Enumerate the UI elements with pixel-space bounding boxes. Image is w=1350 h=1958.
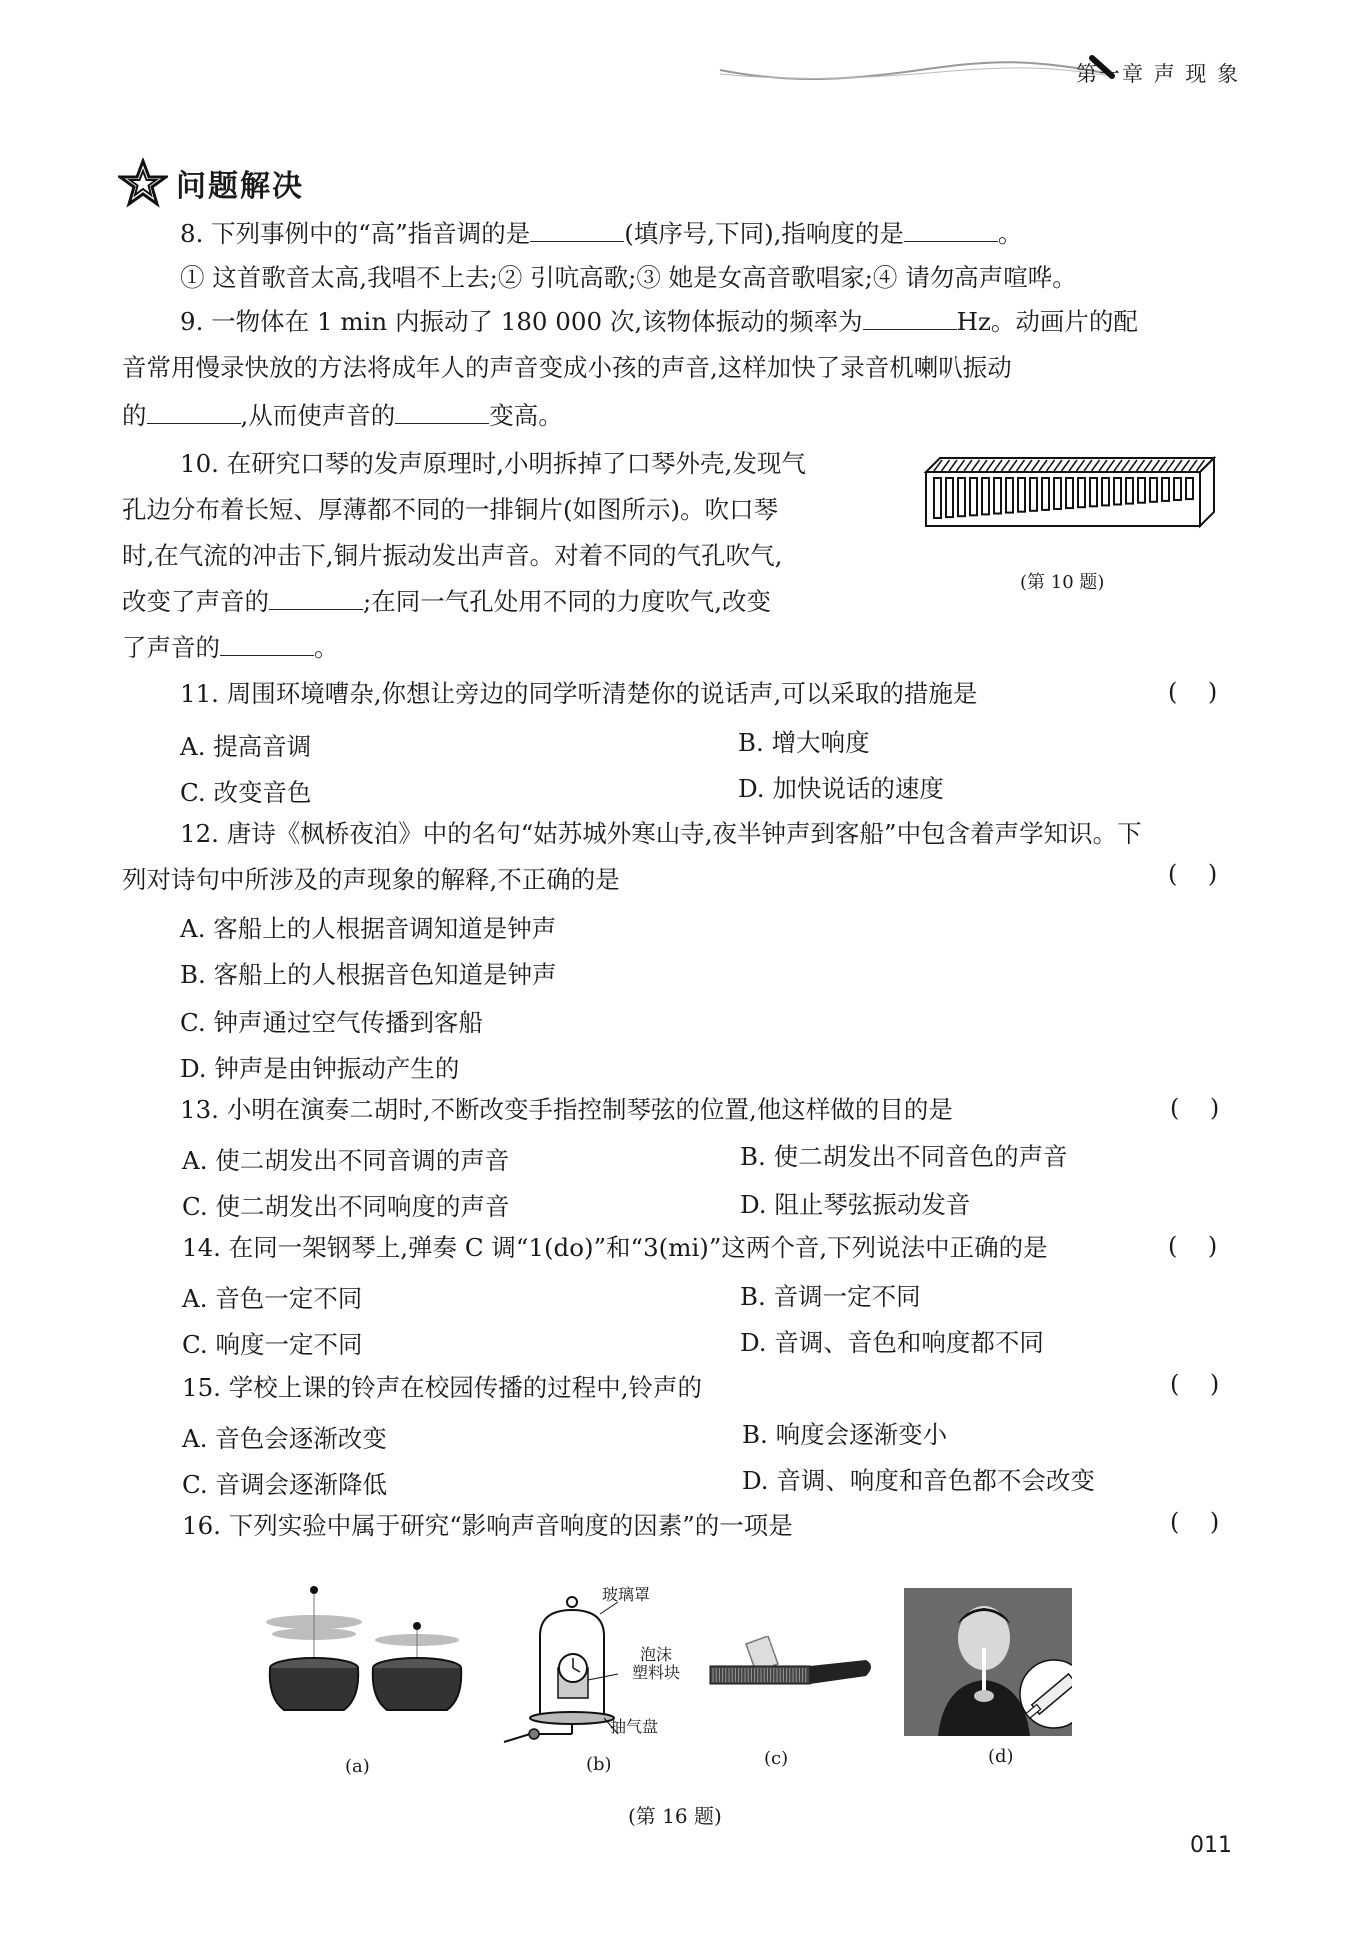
reed (1114, 478, 1121, 505)
section-title: 问题解决 (176, 169, 304, 204)
q12-line1: 12. 唐诗《枫桥夜泊》中的名句“姑苏城外寒山寺,夜半钟声到客船”中包含着声学知识。下 (180, 819, 1142, 848)
answer-paren[interactable]: ( ) (1168, 1232, 1218, 1260)
answer-blank[interactable] (530, 219, 624, 242)
q9-line1 (180, 306, 1138, 338)
q10-text: 改变了声音的 (122, 587, 269, 616)
page-number: 011 (1190, 1833, 1232, 1858)
q9-line3 (122, 400, 563, 432)
q9-text: 的 (122, 401, 147, 430)
reed (1042, 478, 1049, 510)
reed (1030, 478, 1037, 511)
star-icon (118, 158, 168, 208)
q15-option-b: B. 响度会逐渐变小 (742, 1420, 948, 1449)
reed (1102, 478, 1109, 505)
q8-text: 。 (997, 219, 1023, 248)
q10-line2: 孔边分布着长短、厚薄都不同的一排铜片(如图所示)。吹口琴 (122, 495, 779, 524)
q12-option-b: B. 客船上的人根据音色知道是钟声 (180, 960, 557, 989)
q10-text: 了声音的 (122, 633, 220, 662)
q9-text: 9. 一物体在 1 min 内振动了 180 000 次,该物体振动的频率为 (180, 307, 863, 336)
q10-text: 。 (314, 633, 339, 662)
reed (1090, 478, 1097, 506)
answer-blank[interactable] (863, 307, 957, 330)
q11-stem: 11. 周围环境嘈杂,你想让旁边的同学听清楚你的说话声,可以采取的措施是 (180, 679, 978, 708)
chapter-title: 第一章 声 现 象 (1075, 62, 1240, 86)
fig16c-comb-card (706, 1636, 876, 1716)
reed (1054, 478, 1061, 509)
fig16c-label: (c) (764, 1748, 789, 1769)
q9-text: Hz。动画片的配 (956, 307, 1138, 336)
reed (970, 478, 977, 515)
fig10-caption: (第 10 题) (1020, 572, 1105, 593)
reed (1150, 478, 1157, 502)
q11-option-d: D. 加快说话的速度 (738, 774, 944, 803)
reed (1066, 478, 1073, 508)
q10-line3: 时,在气流的冲击下,铜片振动发出声音。对着不同的气孔吹气, (122, 541, 783, 570)
page-header (700, 48, 1240, 88)
ball-icon (310, 1586, 318, 1594)
fig16d-label: (d) (988, 1746, 1014, 1767)
pump-plate-label: 抽气盘 (610, 1717, 659, 1736)
glass-cover-label: 玻璃罩 (602, 1585, 651, 1604)
q13-option-c: C. 使二胡发出不同响度的声音 (182, 1192, 510, 1221)
q9-text: ,从而使声音的 (240, 401, 396, 430)
q11-option-c: C. 改变音色 (180, 778, 312, 807)
reed (1078, 478, 1085, 507)
q8-text: 8. 下列事例中的“高”指音调的是 (180, 219, 531, 248)
answer-paren[interactable]: ( ) (1170, 1094, 1220, 1122)
fig16a-drums-with-balls (262, 1578, 472, 1718)
q16-stem: 16. 下列实验中属于研究“影响声音响度的因素”的一项是 (182, 1511, 793, 1540)
q13-option-d: D. 阻止琴弦振动发音 (740, 1190, 971, 1219)
straw-icon (982, 1648, 986, 1696)
reed (1018, 478, 1025, 512)
answer-blank[interactable] (220, 633, 314, 656)
reed (1174, 478, 1181, 500)
q15-option-d: D. 音调、响度和音色都不会改变 (742, 1466, 1095, 1495)
q10-line4 (122, 586, 771, 618)
q12-line2: 列对诗句中所涉及的声现象的解释,不正确的是 (122, 865, 620, 894)
answer-paren[interactable]: ( ) (1168, 860, 1218, 888)
q13-option-a: A. 使二胡发出不同音调的声音 (182, 1146, 510, 1175)
q13-stem: 13. 小明在演奏二胡时,不断改变手指控制琴弦的位置,他这样做的目的是 (180, 1095, 953, 1124)
q9-text: 变高。 (489, 401, 563, 430)
foam-label: 泡沫 (640, 1645, 673, 1664)
q11-option-b: B. 增大响度 (738, 728, 870, 757)
answer-blank[interactable] (904, 219, 998, 242)
answer-paren[interactable]: ( ) (1168, 678, 1218, 706)
q11-option-a: A. 提高音调 (180, 732, 312, 761)
q14-stem: 14. 在同一架钢琴上,弹奏 C 调“1(do)”和“3(mi)”这两个音,下列说法中正确的是 (182, 1233, 1048, 1262)
q10-line5 (122, 632, 339, 664)
answer-paren[interactable]: ( ) (1170, 1508, 1220, 1536)
answer-blank[interactable] (269, 587, 363, 610)
fig16b-label: (b) (586, 1754, 612, 1775)
ball-icon (413, 1622, 421, 1630)
answer-blank[interactable] (147, 401, 241, 424)
q10-line1: 10. 在研究口琴的发声原理时,小明拆掉了口琴外壳,发现气 (180, 449, 806, 478)
q12-option-a: A. 客船上的人根据音调知道是钟声 (180, 914, 557, 943)
answer-blank[interactable] (395, 401, 489, 424)
reed (934, 478, 941, 518)
reed (1162, 478, 1169, 501)
fig16a-label: (a) (345, 1756, 370, 1777)
reed (1006, 478, 1013, 513)
q14-option-d: D. 音调、音色和响度都不同 (740, 1328, 1044, 1357)
q8-options: ① 这首歌音太高,我唱不上去;② 引吭高歌;③ 她是女高音歌唱家;④ 请勿高声喧哗。 (180, 263, 1077, 292)
fig16d-boy-whistle-photo (904, 1588, 1072, 1736)
reed (958, 478, 965, 516)
q14-option-c: C. 响度一定不同 (182, 1330, 363, 1359)
section-heading (118, 158, 304, 208)
harmonica-reeds-figure (920, 452, 1220, 532)
q14-option-a: A. 音色一定不同 (182, 1284, 363, 1313)
q8-text: (填序号,下同),指响度的是 (624, 219, 904, 248)
q15-stem: 15. 学校上课的铃声在校园传播的过程中,铃声的 (182, 1373, 703, 1402)
reed (994, 478, 1001, 514)
q10-text: ;在同一气孔处用不同的力度吹气,改变 (363, 587, 772, 616)
q8-line1 (180, 218, 1022, 250)
q9-line2: 音常用慢录快放的方法将成年人的声音变成小孩的声音,这样加快了录音机喇叭振动 (122, 353, 1012, 382)
fig16-caption: (第 16 题) (628, 1804, 722, 1828)
foam-block-label: 塑料块 (632, 1663, 681, 1682)
q12-option-d: D. 钟声是由钟振动产生的 (180, 1054, 460, 1083)
q14-option-b: B. 音调一定不同 (740, 1282, 921, 1311)
reed (1186, 478, 1193, 499)
q15-option-c: C. 音调会逐渐降低 (182, 1470, 387, 1499)
reed (946, 478, 953, 517)
q15-option-a: A. 音色会逐渐改变 (182, 1424, 387, 1453)
reed (1138, 478, 1145, 503)
answer-paren[interactable]: ( ) (1170, 1370, 1220, 1398)
pump-plate (530, 1712, 614, 1724)
q12-option-c: C. 钟声通过空气传播到客船 (180, 1008, 483, 1037)
comb-icon (710, 1666, 810, 1684)
reed (1126, 478, 1133, 504)
reed (982, 478, 989, 514)
q13-option-b: B. 使二胡发出不同音色的声音 (740, 1142, 1068, 1171)
